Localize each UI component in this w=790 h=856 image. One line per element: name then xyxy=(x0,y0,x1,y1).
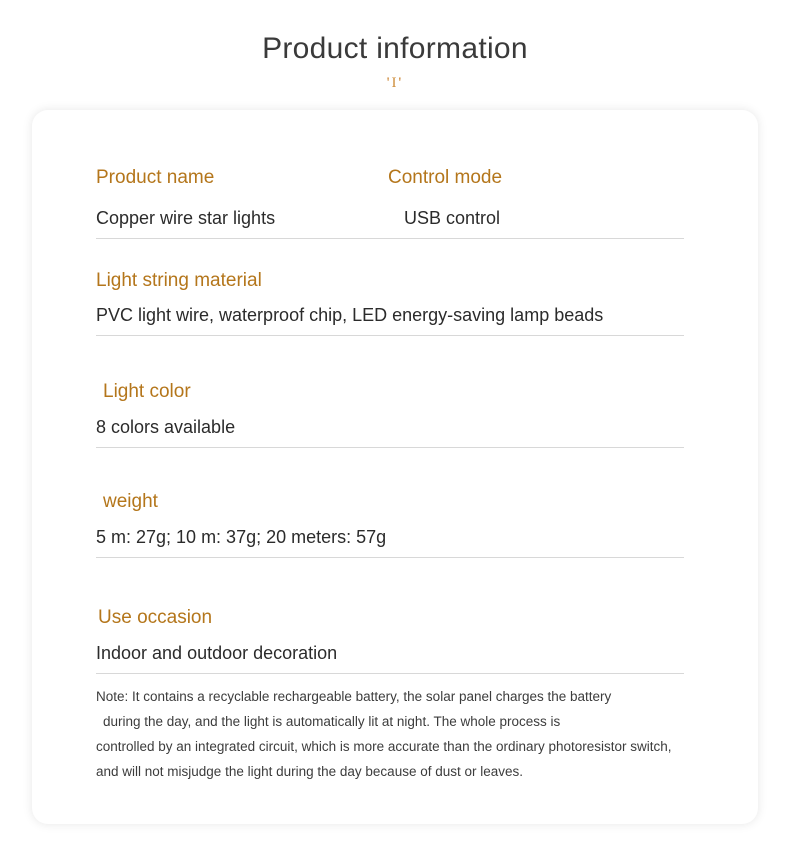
spec-field-product-name xyxy=(96,166,388,239)
ornament-mark-left: ' xyxy=(386,75,392,91)
spec-row-light-string-material xyxy=(96,269,684,336)
spec-label: weight xyxy=(103,491,158,512)
ornament-divider xyxy=(0,74,790,92)
spec-value: Indoor and outdoor decoration xyxy=(96,641,684,674)
spec-row-product-name-control-mode xyxy=(96,166,684,239)
spec-value: Copper wire star lights xyxy=(96,206,388,239)
note-line-1: Note: It contains a recyclable rechargeable battery, the solar panel charges the battery xyxy=(96,689,612,704)
note-line-4: and will not misjudge the light during the day because of dust or leaves. xyxy=(96,764,524,779)
spec-label: Use occasion xyxy=(98,607,213,628)
note-line-3: controlled by an integrated circuit, which is more accurate than the ordinary photoresistor switch, xyxy=(96,739,672,754)
spec-label: Light string material xyxy=(96,270,262,291)
spec-label: Light color xyxy=(103,381,191,402)
spec-value: 5 m: 27g; 10 m: 37g; 20 meters: 57g xyxy=(96,525,684,558)
ornament-mark-center: I xyxy=(391,75,399,91)
spec-card xyxy=(32,110,758,824)
spec-value: PVC light wire, waterproof chip, LED energy-saving lamp beads xyxy=(96,303,684,336)
page-title: Product information xyxy=(262,32,528,65)
spec-label: Product name xyxy=(96,167,215,188)
note-line-2: during the day, and the light is automatically lit at night. The whole process is xyxy=(103,714,561,729)
spec-value: USB control xyxy=(388,206,684,239)
spec-row-weight xyxy=(96,490,684,558)
product-note xyxy=(96,684,684,784)
ornament-mark-right: ' xyxy=(398,75,404,91)
spec-row-light-color xyxy=(96,380,684,448)
spec-field-control-mode xyxy=(388,166,684,239)
spec-row-use-occasion xyxy=(96,606,684,674)
spec-label: Control mode xyxy=(388,167,503,188)
spec-value: 8 colors available xyxy=(96,415,684,448)
spec-list xyxy=(96,166,684,784)
